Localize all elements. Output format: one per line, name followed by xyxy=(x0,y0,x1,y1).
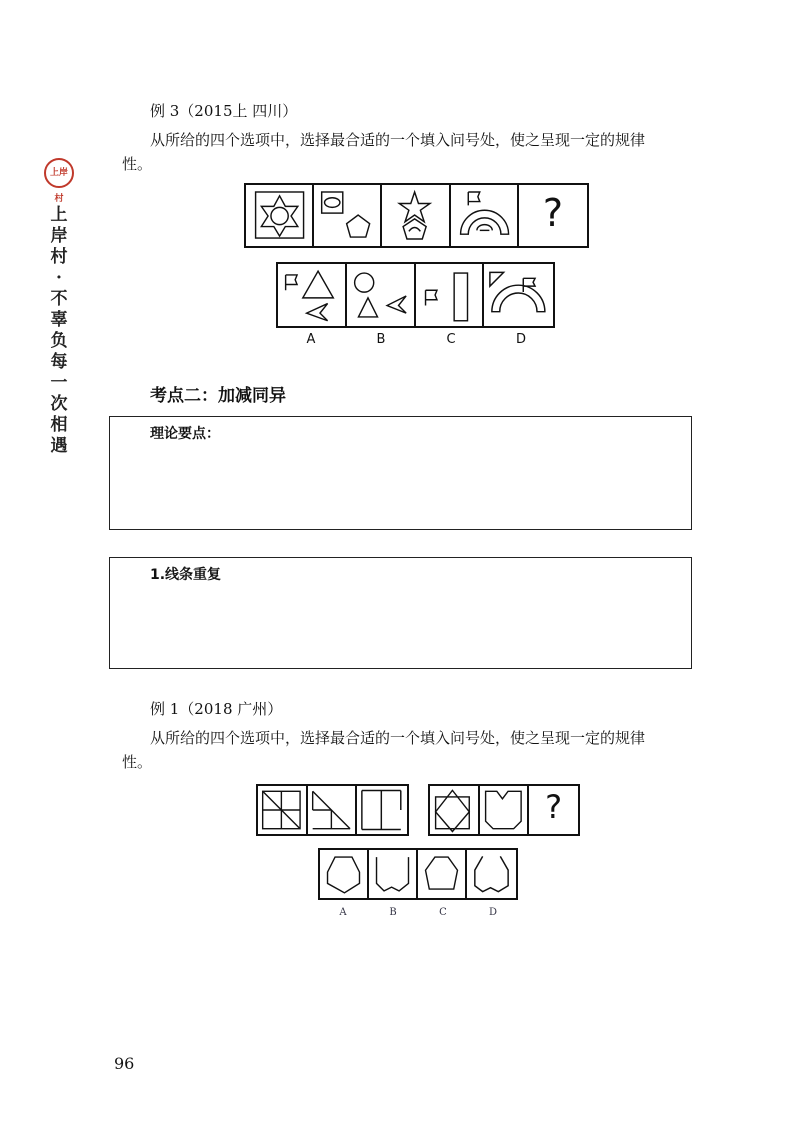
figure-cell xyxy=(519,185,587,246)
question-line: 从所给的四个选项中，选择最合适的一个填入问号处，使之呈现一定的规律 xyxy=(150,729,646,747)
option-label-b: B xyxy=(389,907,397,918)
slogan-char: 一 xyxy=(50,373,68,393)
option-cell-a[interactable] xyxy=(320,850,369,898)
example1-question xyxy=(122,726,700,774)
slogan-char: 村 xyxy=(50,247,68,267)
figure-cell xyxy=(382,185,450,246)
option-cell-a[interactable] xyxy=(278,264,347,326)
figure-cell xyxy=(246,185,314,246)
option-c-figure xyxy=(418,850,465,898)
option-a-figure xyxy=(320,850,367,898)
slogan-char: 辜 xyxy=(50,310,68,330)
flag-rectangle-figure xyxy=(416,264,483,326)
diagonal-lines-figure xyxy=(308,786,356,834)
slogan-char: · xyxy=(56,268,62,288)
figure-cell xyxy=(451,185,519,246)
star-in-square-figure xyxy=(246,185,312,246)
slogan-char: 上 xyxy=(50,205,68,225)
option-cell-b[interactable] xyxy=(369,850,418,898)
circle-triangle-arrow-figure xyxy=(347,264,414,326)
sidebar-slogan xyxy=(46,205,72,457)
option-label-b: B xyxy=(376,332,386,347)
question-line: 从所给的四个选项中，选择最合适的一个填入问号处，使之呈现一定的规律 xyxy=(150,131,646,149)
option-d-figure xyxy=(467,850,516,898)
slogan-char: 遇 xyxy=(50,436,68,456)
question-line: 性。 xyxy=(122,753,153,771)
example3-options xyxy=(276,262,555,328)
example3-title: 例 3（2015上 四川） xyxy=(150,102,298,120)
quartered-square-figure xyxy=(258,786,306,834)
notched-shield-figure xyxy=(480,786,528,834)
flag-arch-figure xyxy=(451,185,517,246)
option-cell-c[interactable] xyxy=(416,264,485,326)
example1-group-left xyxy=(256,784,409,836)
slogan-char: 每 xyxy=(50,352,68,372)
line-repeat-label: 1.线条重复 xyxy=(150,567,222,583)
line-repeat-box xyxy=(109,557,692,669)
figure-cell xyxy=(308,786,358,834)
ellipse-pentagon-figure xyxy=(314,185,380,246)
bracket-lines-figure xyxy=(357,786,407,834)
figure-cell xyxy=(480,786,530,834)
option-b-figure xyxy=(369,850,416,898)
flag-triangle-arrow-figure xyxy=(278,264,345,326)
triangle-arch-flag-figure xyxy=(484,264,553,326)
option-label-a: A xyxy=(339,907,347,918)
brand-stamp: 上岸村 xyxy=(44,158,74,188)
star-pentagon-figure xyxy=(382,185,448,246)
figure-cell xyxy=(357,786,407,834)
figure-cell xyxy=(314,185,382,246)
option-label-a: A xyxy=(306,332,316,347)
theory-box xyxy=(109,416,692,530)
theory-label: 理论要点： xyxy=(150,426,220,442)
option-label-d: D xyxy=(488,907,498,918)
option-label-d: D xyxy=(515,332,526,347)
option-cell-d[interactable] xyxy=(484,264,553,326)
option-label-c: C xyxy=(439,907,447,918)
slogan-char: 岸 xyxy=(50,226,68,246)
example3-question-figures xyxy=(244,183,589,248)
question-mark: ? xyxy=(542,191,563,235)
question-line: 性。 xyxy=(122,155,153,173)
example1-options xyxy=(318,848,518,900)
slogan-char: 负 xyxy=(50,331,68,351)
figure-cell xyxy=(529,786,578,834)
example1-title: 例 1（2018 广州） xyxy=(150,700,283,718)
section-heading: 考点二：加减同异 xyxy=(150,386,286,406)
slogan-char: 相 xyxy=(50,415,68,435)
figure-cell xyxy=(430,786,480,834)
example3-question xyxy=(122,128,700,176)
figure-cell xyxy=(258,786,308,834)
example1-group-right xyxy=(428,784,580,836)
slogan-char: 不 xyxy=(50,289,68,309)
option-cell-d[interactable] xyxy=(467,850,516,898)
question-mark: ? xyxy=(545,788,563,826)
page-number: 96 xyxy=(114,1054,135,1073)
option-label-c: C xyxy=(446,332,456,347)
option-cell-b[interactable] xyxy=(347,264,416,326)
option-cell-c[interactable] xyxy=(418,850,467,898)
diamond-square-figure xyxy=(430,786,478,834)
slogan-char: 次 xyxy=(50,394,68,414)
